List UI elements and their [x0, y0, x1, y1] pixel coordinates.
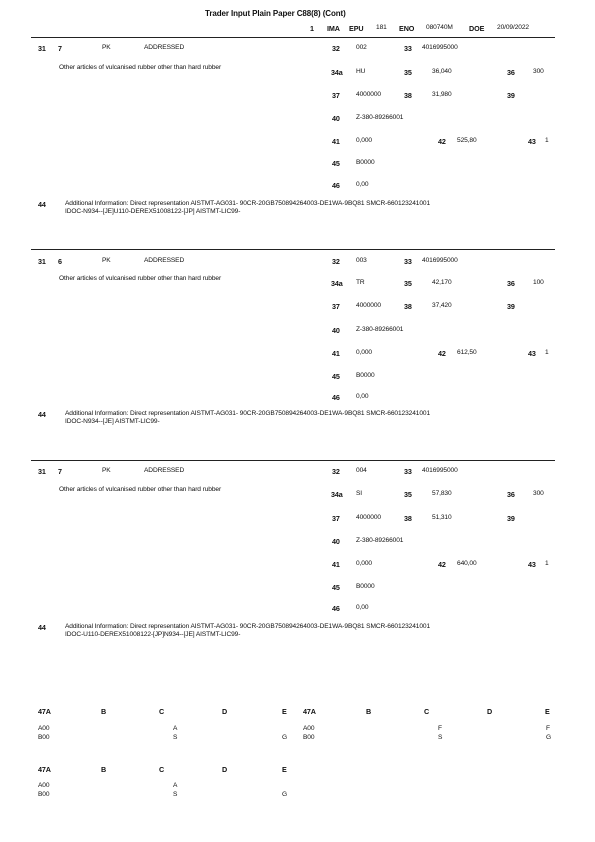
preference-code: 100 [533, 279, 544, 286]
additional-info-line-1: Additional Information: Direct representation AISTMT-AG031- 90CR-20GB750894264003-DE1WA-9BQ81 SMCR-660123241001 [65, 410, 431, 417]
additional-info-line-1: Additional Information: Direct representation AISTMT-AG031- 90CR-20GB750894264003-DE1WA-9BQ81 SMCR-660123241001 [65, 200, 431, 207]
tax-type-code: A00 [303, 725, 315, 732]
goods-description: Other articles of vulcanised rubber other than hard rubber [59, 275, 222, 282]
previous-document: Z-380-89266001 [356, 114, 404, 121]
additional-info-line-2: IDOC-U110-DEREX51008122-[JP]N934--[JE] AISTMT-LIC99- [65, 631, 241, 638]
tax-col-c-value: F [438, 725, 442, 732]
box-43-label: 43 [528, 349, 536, 358]
tax-col-e-value: G [546, 734, 552, 741]
box-36-label: 36 [507, 490, 515, 499]
tax-type-code: A00 [38, 782, 50, 789]
box-37-label: 37 [332, 514, 340, 523]
previous-document: Z-380-89266001 [356, 537, 404, 544]
tax-type-code: B00 [303, 734, 315, 741]
ima-label: IMA [327, 24, 340, 33]
tax-col-e-header: E [545, 707, 550, 716]
tax-type-code: A00 [38, 725, 50, 732]
box-43-label: 43 [528, 560, 536, 569]
eno-value: 080740M [426, 24, 453, 31]
tax-col-c-header: C [159, 707, 165, 716]
package-kind: PK [102, 467, 111, 474]
box-39-label: 39 [507, 302, 515, 311]
box-37-label: 37 [332, 302, 340, 311]
net-mass: 37,420 [432, 302, 452, 309]
tax-type-code: B00 [38, 791, 50, 798]
box-46-label: 46 [332, 181, 340, 190]
doe-label: DOE [469, 24, 485, 33]
box-45-label: 45 [332, 583, 340, 592]
box-31-label: 31 [38, 257, 46, 266]
additional-info-line-2: IDOC-N934--[JE]U110-DEREX51008122-[JP] AISTMT-LIC99- [65, 208, 241, 215]
box-35-label: 35 [404, 68, 412, 77]
box-47a-label: 47A [38, 707, 51, 716]
tax-col-e-value: F [546, 725, 550, 732]
box-33-label: 33 [404, 257, 412, 266]
cpc-code: 4000000 [356, 91, 381, 98]
box-39-label: 39 [507, 91, 515, 100]
gross-mass: 57,830 [432, 490, 452, 497]
box-34a-label: 34a [331, 279, 343, 288]
tax-col-d-header: D [487, 707, 493, 716]
box-41-label: 41 [332, 137, 340, 146]
goods-item [0, 0, 595, 215]
adjustment-code: B0000 [356, 583, 375, 590]
box-33-label: 33 [404, 467, 412, 476]
cpc-code: 4000000 [356, 514, 381, 521]
packages-count: 6 [58, 257, 62, 266]
supplementary-units: 0,000 [356, 560, 373, 567]
doe-value: 20/09/2022 [497, 24, 530, 31]
tax-col-e-header: E [282, 765, 287, 774]
box-40-label: 40 [332, 326, 340, 335]
box-38-label: 38 [404, 91, 412, 100]
box-35-label: 35 [404, 279, 412, 288]
packages-count: 7 [58, 44, 62, 53]
supplementary-units: 0,000 [356, 137, 373, 144]
commodity-code: 4016995000 [422, 44, 458, 51]
epu-value: 181 [376, 24, 387, 31]
preference-code: 300 [533, 490, 544, 497]
packages-count: 7 [58, 467, 62, 476]
commodity-code: 4016995000 [422, 467, 458, 474]
box-47a-label: 47A [303, 707, 316, 716]
origin-country: TR [356, 279, 365, 286]
box-44-label: 44 [38, 623, 46, 632]
tax-col-e-value: G [282, 734, 288, 741]
box-42-label: 42 [438, 349, 446, 358]
box-40-label: 40 [332, 114, 340, 123]
adjustment-code: B0000 [356, 372, 375, 379]
box-41-label: 41 [332, 349, 340, 358]
page-number: 1 [310, 24, 314, 33]
tax-col-e-header: E [282, 707, 287, 716]
adjustment-code: B0000 [356, 159, 375, 166]
tax-col-c-value: S [173, 791, 178, 798]
tax-type-code: B00 [38, 734, 50, 741]
commodity-code: 4016995000 [422, 257, 458, 264]
valuation-method: 1 [545, 560, 549, 567]
package-kind: PK [102, 44, 111, 51]
goods-description: Other articles of vulcanised rubber other than hard rubber [59, 486, 222, 493]
tax-col-c-value: S [173, 734, 178, 741]
box-35-label: 35 [404, 490, 412, 499]
valuation-method: 1 [545, 349, 549, 356]
box-41-label: 41 [332, 560, 340, 569]
tax-col-c-header: C [424, 707, 430, 716]
eno-label: ENO [399, 24, 415, 33]
box-34a-label: 34a [331, 490, 343, 499]
box-40-label: 40 [332, 537, 340, 546]
net-mass: 31,980 [432, 91, 452, 98]
valuation-method: 1 [545, 137, 549, 144]
item-price: 640,00 [457, 560, 477, 567]
statistical-value: 0,00 [356, 393, 369, 400]
box-45-label: 45 [332, 372, 340, 381]
box-33-label: 33 [404, 44, 412, 53]
gross-mass: 36,040 [432, 68, 452, 75]
tax-col-b-header: B [101, 765, 107, 774]
tax-col-c-header: C [159, 765, 165, 774]
box-38-label: 38 [404, 514, 412, 523]
box-42-label: 42 [438, 137, 446, 146]
tax-col-c-value: S [438, 734, 443, 741]
marks-numbers: ADDRESSED [144, 257, 185, 264]
tax-col-d-header: D [222, 765, 228, 774]
epu-label: EPU [349, 24, 364, 33]
origin-country: HU [356, 68, 366, 75]
tax-col-c-value: A [173, 725, 178, 732]
box-39-label: 39 [507, 514, 515, 523]
origin-country: SI [356, 490, 363, 497]
cpc-code: 4000000 [356, 302, 381, 309]
box-32-label: 32 [332, 467, 340, 476]
box-31-label: 31 [38, 44, 46, 53]
statistical-value: 0,00 [356, 604, 369, 611]
box-38-label: 38 [404, 302, 412, 311]
box-46-label: 46 [332, 393, 340, 402]
box-45-label: 45 [332, 159, 340, 168]
statistical-value: 0,00 [356, 181, 369, 188]
tax-col-e-value: G [282, 791, 288, 798]
goods-item [0, 213, 595, 425]
package-kind: PK [102, 257, 111, 264]
item-number: 002 [356, 44, 367, 51]
box-44-label: 44 [38, 200, 46, 209]
document-title: Trader Input Plain Paper C88(8) (Cont) [205, 9, 346, 18]
supplementary-units: 0,000 [356, 349, 373, 356]
box-47a-label: 47A [38, 765, 51, 774]
box-34a-label: 34a [331, 68, 343, 77]
box-36-label: 36 [507, 68, 515, 77]
tax-col-b-header: B [101, 707, 107, 716]
tax-col-c-value: A [173, 782, 178, 789]
additional-info-line-1: Additional Information: Direct representation AISTMT-AG031- 90CR-20GB750894264003-DE1WA-9BQ81 SMCR-660123241001 [65, 623, 431, 630]
box-32-label: 32 [332, 257, 340, 266]
previous-document: Z-380-89266001 [356, 326, 404, 333]
box-42-label: 42 [438, 560, 446, 569]
item-price: 525,80 [457, 137, 477, 144]
tax-col-d-header: D [222, 707, 228, 716]
goods-description: Other articles of vulcanised rubber other than hard rubber [59, 64, 222, 71]
tax-col-b-header: B [366, 707, 372, 716]
marks-numbers: ADDRESSED [144, 467, 185, 474]
box-44-label: 44 [38, 410, 46, 419]
item-number: 004 [356, 467, 367, 474]
additional-info-line-2: IDOC-N934--[JE] AISTMT-LIC99- [65, 418, 160, 425]
box-36-label: 36 [507, 279, 515, 288]
box-37-label: 37 [332, 91, 340, 100]
net-mass: 51,310 [432, 514, 452, 521]
box-46-label: 46 [332, 604, 340, 613]
goods-item [0, 423, 595, 638]
preference-code: 300 [533, 68, 544, 75]
gross-mass: 42,170 [432, 279, 452, 286]
item-number: 003 [356, 257, 367, 264]
box-43-label: 43 [528, 137, 536, 146]
item-price: 612,50 [457, 349, 477, 356]
box-32-label: 32 [332, 44, 340, 53]
marks-numbers: ADDRESSED [144, 44, 185, 51]
box-31-label: 31 [38, 467, 46, 476]
